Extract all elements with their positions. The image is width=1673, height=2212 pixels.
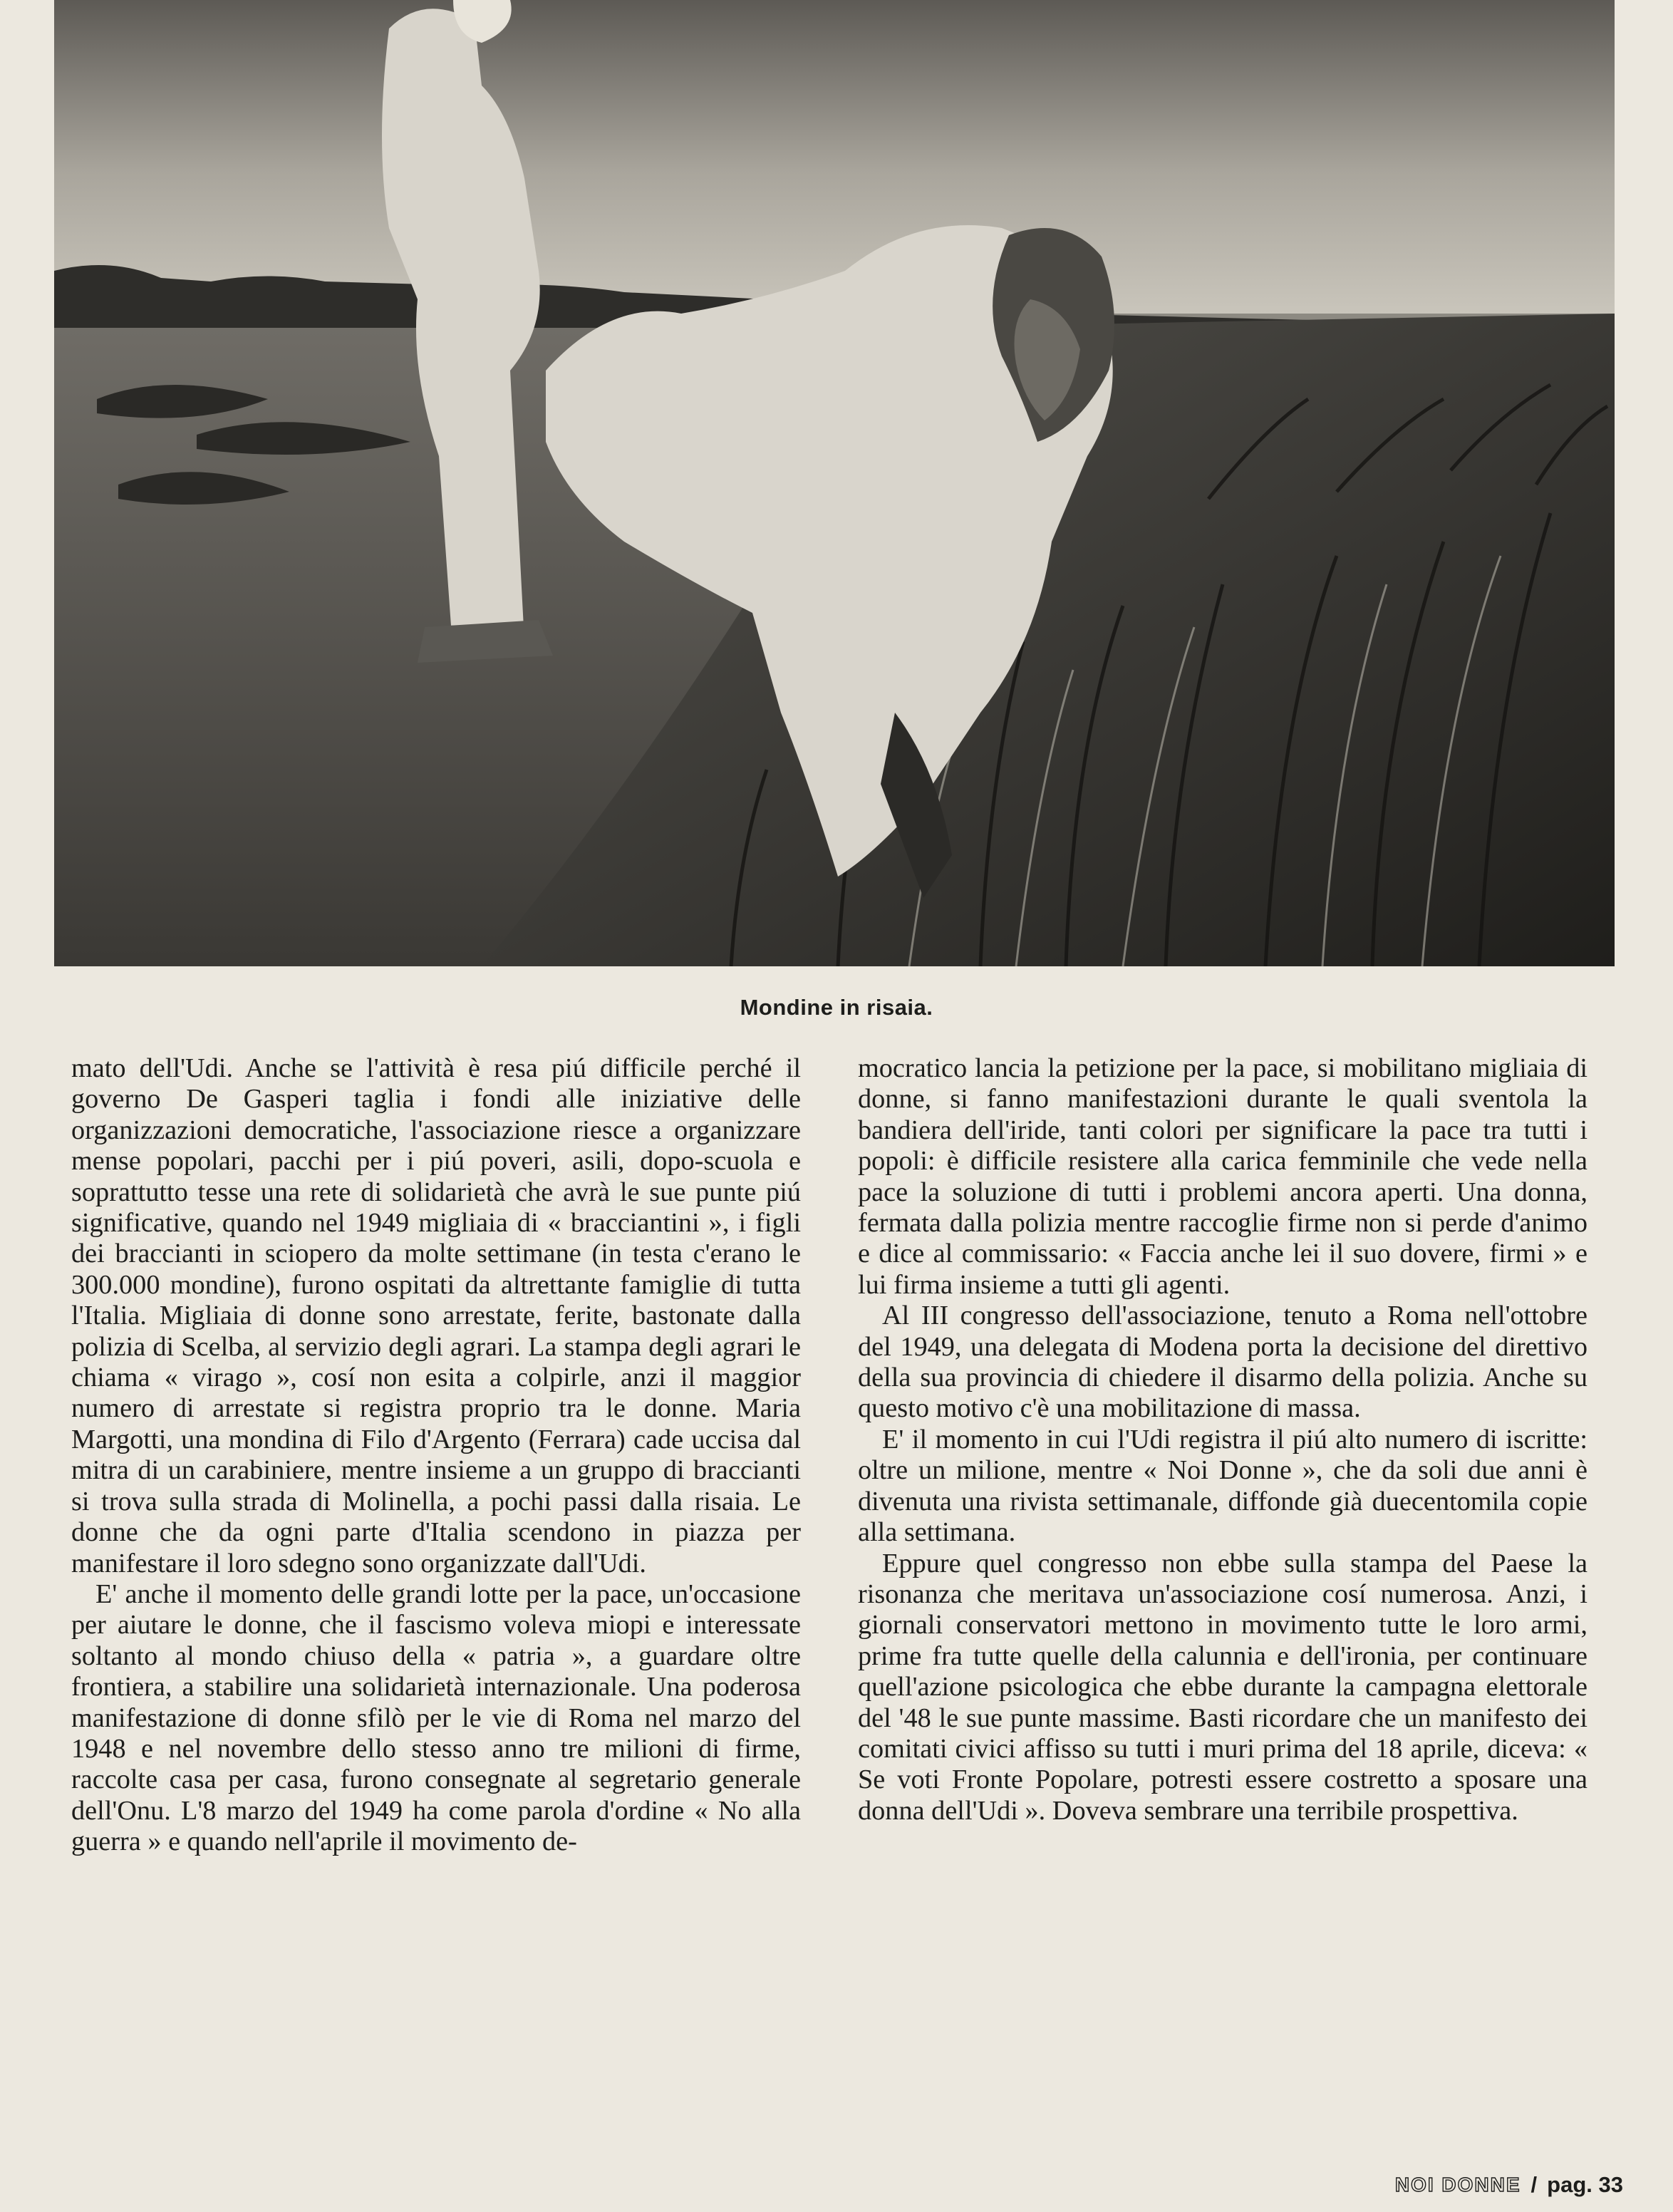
paragraph: E' anche il momento delle grandi lotte per la pace, un'occasione per aiutare le donne, che il fascismo voleva miopi e interessate soltanto al mondo chiuso della « patria », a guardare oltre frontiera, a stabilire una solidarietà internazionale. Una poderosa manifestazione di donne sfilò per le vie di Roma nel marzo del 1948 e nel novembre dello stesso anno tre milioni di firme, raccolte casa per casa, furono consegnate al segretario generale dell'Onu. L'8 marzo del 1949 ha come parola d'ordine « No alla guerra » e quando nell'aprile il movimento de- (71, 1578, 801, 1857)
footer-separator: / (1530, 2172, 1538, 2197)
rice-field-photo (54, 0, 1615, 966)
paragraph: mocratico lancia la petizione per la pace, si mobilitano migliaia di donne, si fanno manifestazioni durante le quali sventola la bandiera dell'iride, tanti colori per significare la pace tra tutti i popoli: è difficile resistere alla carica femminile che vede nella pace la soluzione di tutti i problemi ancora aperti. Una donna, fermata dalla polizia mentre raccoglie firme non si perde d'animo e dice al commissario: « Faccia anche lei il suo dovere, firmi » e lui firma insieme a tutti gli agenti. (858, 1053, 1587, 1300)
paragraph: E' il momento in cui l'Udi registra il piú alto numero di iscritte: oltre un milione, mentre « Noi Donne », che da soli due anni è divenuta una rivista settimanale, diffonde già duecentomila copie alla settimana. (858, 1424, 1587, 1548)
article-right-column (858, 1053, 1587, 1826)
paragraph: mato dell'Udi. Anche se l'attività è resa piú difficile perché il governo De Gasperi taglia i fondi alle iniziative delle organizzazioni democratiche, l'associazione riesce a organizzare mense popolari, pacchi per i piú poveri, asili, dopo-scuola e soprattutto tesse una rete di solidarietà che avrà le sue punte piú significative, quando nel 1949 migliaia di « bracciantini », i figli dei braccianti in sciopero da molte settimane (in testa c'erano le 300.000 mondine), furono ospitati da altrettante famiglie di tutta l'Italia. Migliaia di donne sono arrestate, ferite, bastonate dalla polizia di Scelba, al servizio degli agrari. La stampa degli agrari le chiama « virago », cosí non esita a colpirle, anzi il maggior numero di arrestate si registra proprio tra le donne. Maria Margotti, una mondina di Filo d'Argento (Ferrara) cade uccisa dal mitra di un carabiniere, mentre insieme a un gruppo di braccianti si trova sulla strada di Molinella, a pochi passi dalla risaia. Le donne che da ogni parte d'Italia scendono in piazza per manifestare il loro sdegno sono organizzate dall'Udi. (71, 1053, 801, 1578)
paragraph: Al III congresso dell'associazione, tenuto a Roma nell'ottobre del 1949, una delegata di Modena porta la decisione del direttivo della sua provincia di chiedere il disarmo della polizia. Anche su questo motivo c'è una mobilitazione di massa. (858, 1301, 1587, 1424)
page-footer (1395, 2172, 1623, 2198)
magazine-logo: NOI DONNE (1394, 2174, 1521, 2196)
paragraph: Eppure quel congresso non ebbe sulla stampa del Paese la risonanza che meritava un'associazione cosí numerosa. Anzi, i giornali conservatori mettono in movimento tutte le loro armi, prime fra tutte quelle della calunnia e dell'ironia, per continuare quell'azione psicologica che ebbe durante la campagna elettorale del '48 le sue punte massime. Basti ricordare che un manifesto dei comitati civici affisso su tutti i muri prima del 18 aprile, diceva: « Se voti Fronte Popolare, potresti essere costretto a sposare una donna dell'Udi ». Doveva sembrare una terribile prospettiva. (858, 1548, 1587, 1826)
photo-caption: Mondine in risaia. (740, 995, 933, 1020)
rice-field-workers-photo-icon (54, 0, 1615, 966)
article-left-column (71, 1053, 801, 1858)
page-number: pag. 33 (1547, 2172, 1623, 2197)
